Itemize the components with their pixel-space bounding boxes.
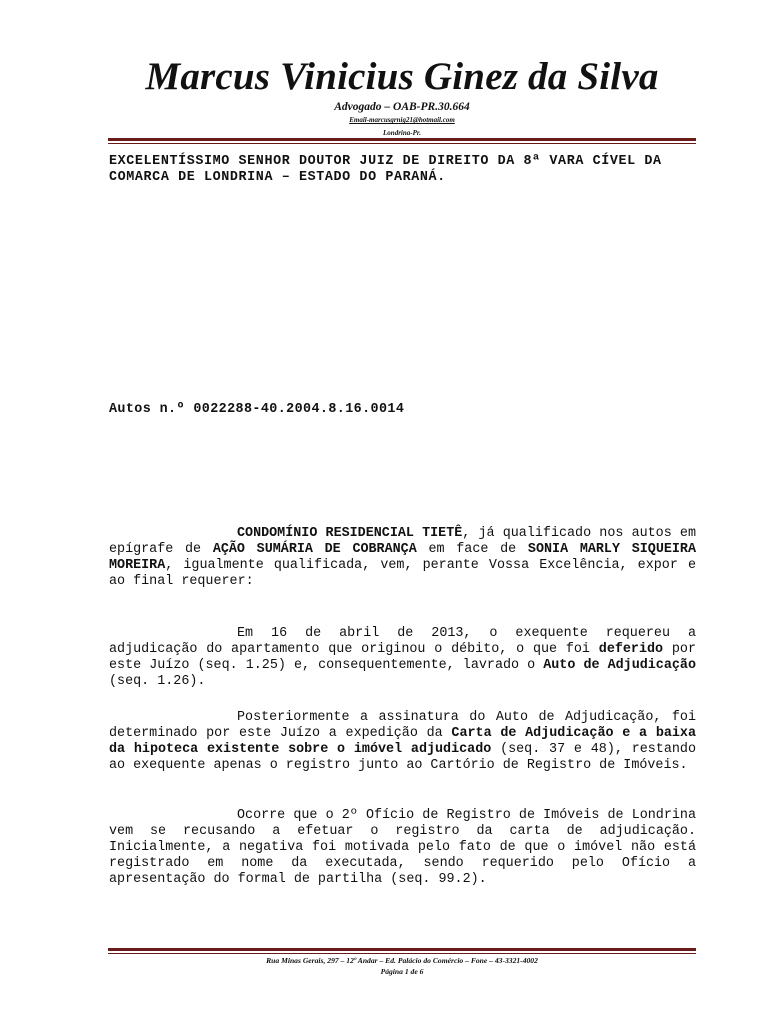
letterhead: [108, 54, 696, 138]
paragraph-3: [109, 710, 696, 774]
p1-text-2: em face de: [416, 542, 528, 557]
p2-bold-1: deferido: [598, 642, 664, 657]
p3-bold-1: Carta de Adjudicação e a baixa da hipoteca existente sobre o imóvel adjudicado: [109, 726, 697, 757]
p2-text-3: (seq. 1.26).: [109, 674, 206, 689]
p4-text-1: Ocorre que o 2º Ofício de Registro de Imóveis de Londrina vem se recusando a efetuar o registro da carta de adjudicação. Inicialmente, a negativa foi motivada pelo fato de que o imóvel não está registrado em nome da executada, sendo requerido pelo Ofício a apresentação do formal de partilha (seq. 99.2).: [109, 808, 696, 887]
addressee-line-2: COMARCA DE LONDRINA – ESTADO DO PARANÁ.: [109, 170, 446, 185]
header-divider: [108, 138, 696, 144]
p1-bold-1: CONDOMÍNIO RESIDENCIAL TIETÊ: [237, 526, 463, 541]
p1-text-3: , igualmente qualificada, vem, perante Vossa Excelência, expor e ao final requerer:: [109, 558, 696, 589]
p2-bold-2: Auto de Adjudicação: [543, 658, 696, 673]
p1-bold-3: SONIA MARLY SIQUEIRA MOREIRA: [109, 542, 697, 573]
case-number: Autos n.º 0022288-40.2004.8.16.0014: [109, 402, 405, 417]
p2-text-2: por este Juízo (seq. 1.25) e, consequentemente, lavrado o: [109, 642, 696, 673]
lawyer-name: Marcus Vinicius Ginez da Silva: [145, 55, 659, 98]
p3-text-1: Posteriormente a assinatura do Auto de Adjudicação, foi determinado por este Juízo a expedição da: [109, 710, 696, 741]
lawyer-city: Londrina-Pr.: [383, 129, 421, 137]
p2-text-1: Em 16 de abril de 2013, o exequente requereu a adjudicação do apartamento que originou o débito, o que foi: [109, 626, 696, 657]
addressee-line-1: EXCELENTÍSSIMO SENHOR DOUTOR JUIZ DE DIREITO DA 8ª VARA CÍVEL DA: [109, 154, 662, 169]
p3-text-2: (seq. 37 e 48), restando ao exequente apenas o registro junto ao Cartório de Registro de Imóveis.: [109, 742, 696, 773]
footer: [108, 955, 696, 977]
footer-address: Rua Minas Gerais, 297 – 12º Andar – Ed. Palácio do Comércio – Fone – 43-3321-4002: [266, 956, 538, 965]
lawyer-title: Advogado – OAB-PR.30.664: [334, 101, 470, 113]
lawyer-email: Email-marcusgrnig21@hotmail.com: [349, 116, 455, 124]
page-number: Página 1 de 6: [380, 967, 424, 976]
addressee-block: [109, 154, 697, 186]
paragraph-4: [109, 808, 696, 888]
p1-bold-2: AÇÃO SUMÁRIA DE COBRANÇA: [212, 542, 417, 557]
paragraph-1: [109, 526, 696, 590]
p1-text-1: , já qualificado nos autos em epígrafe de: [109, 526, 696, 557]
paragraph-2: [109, 626, 696, 690]
footer-divider: [108, 948, 696, 954]
